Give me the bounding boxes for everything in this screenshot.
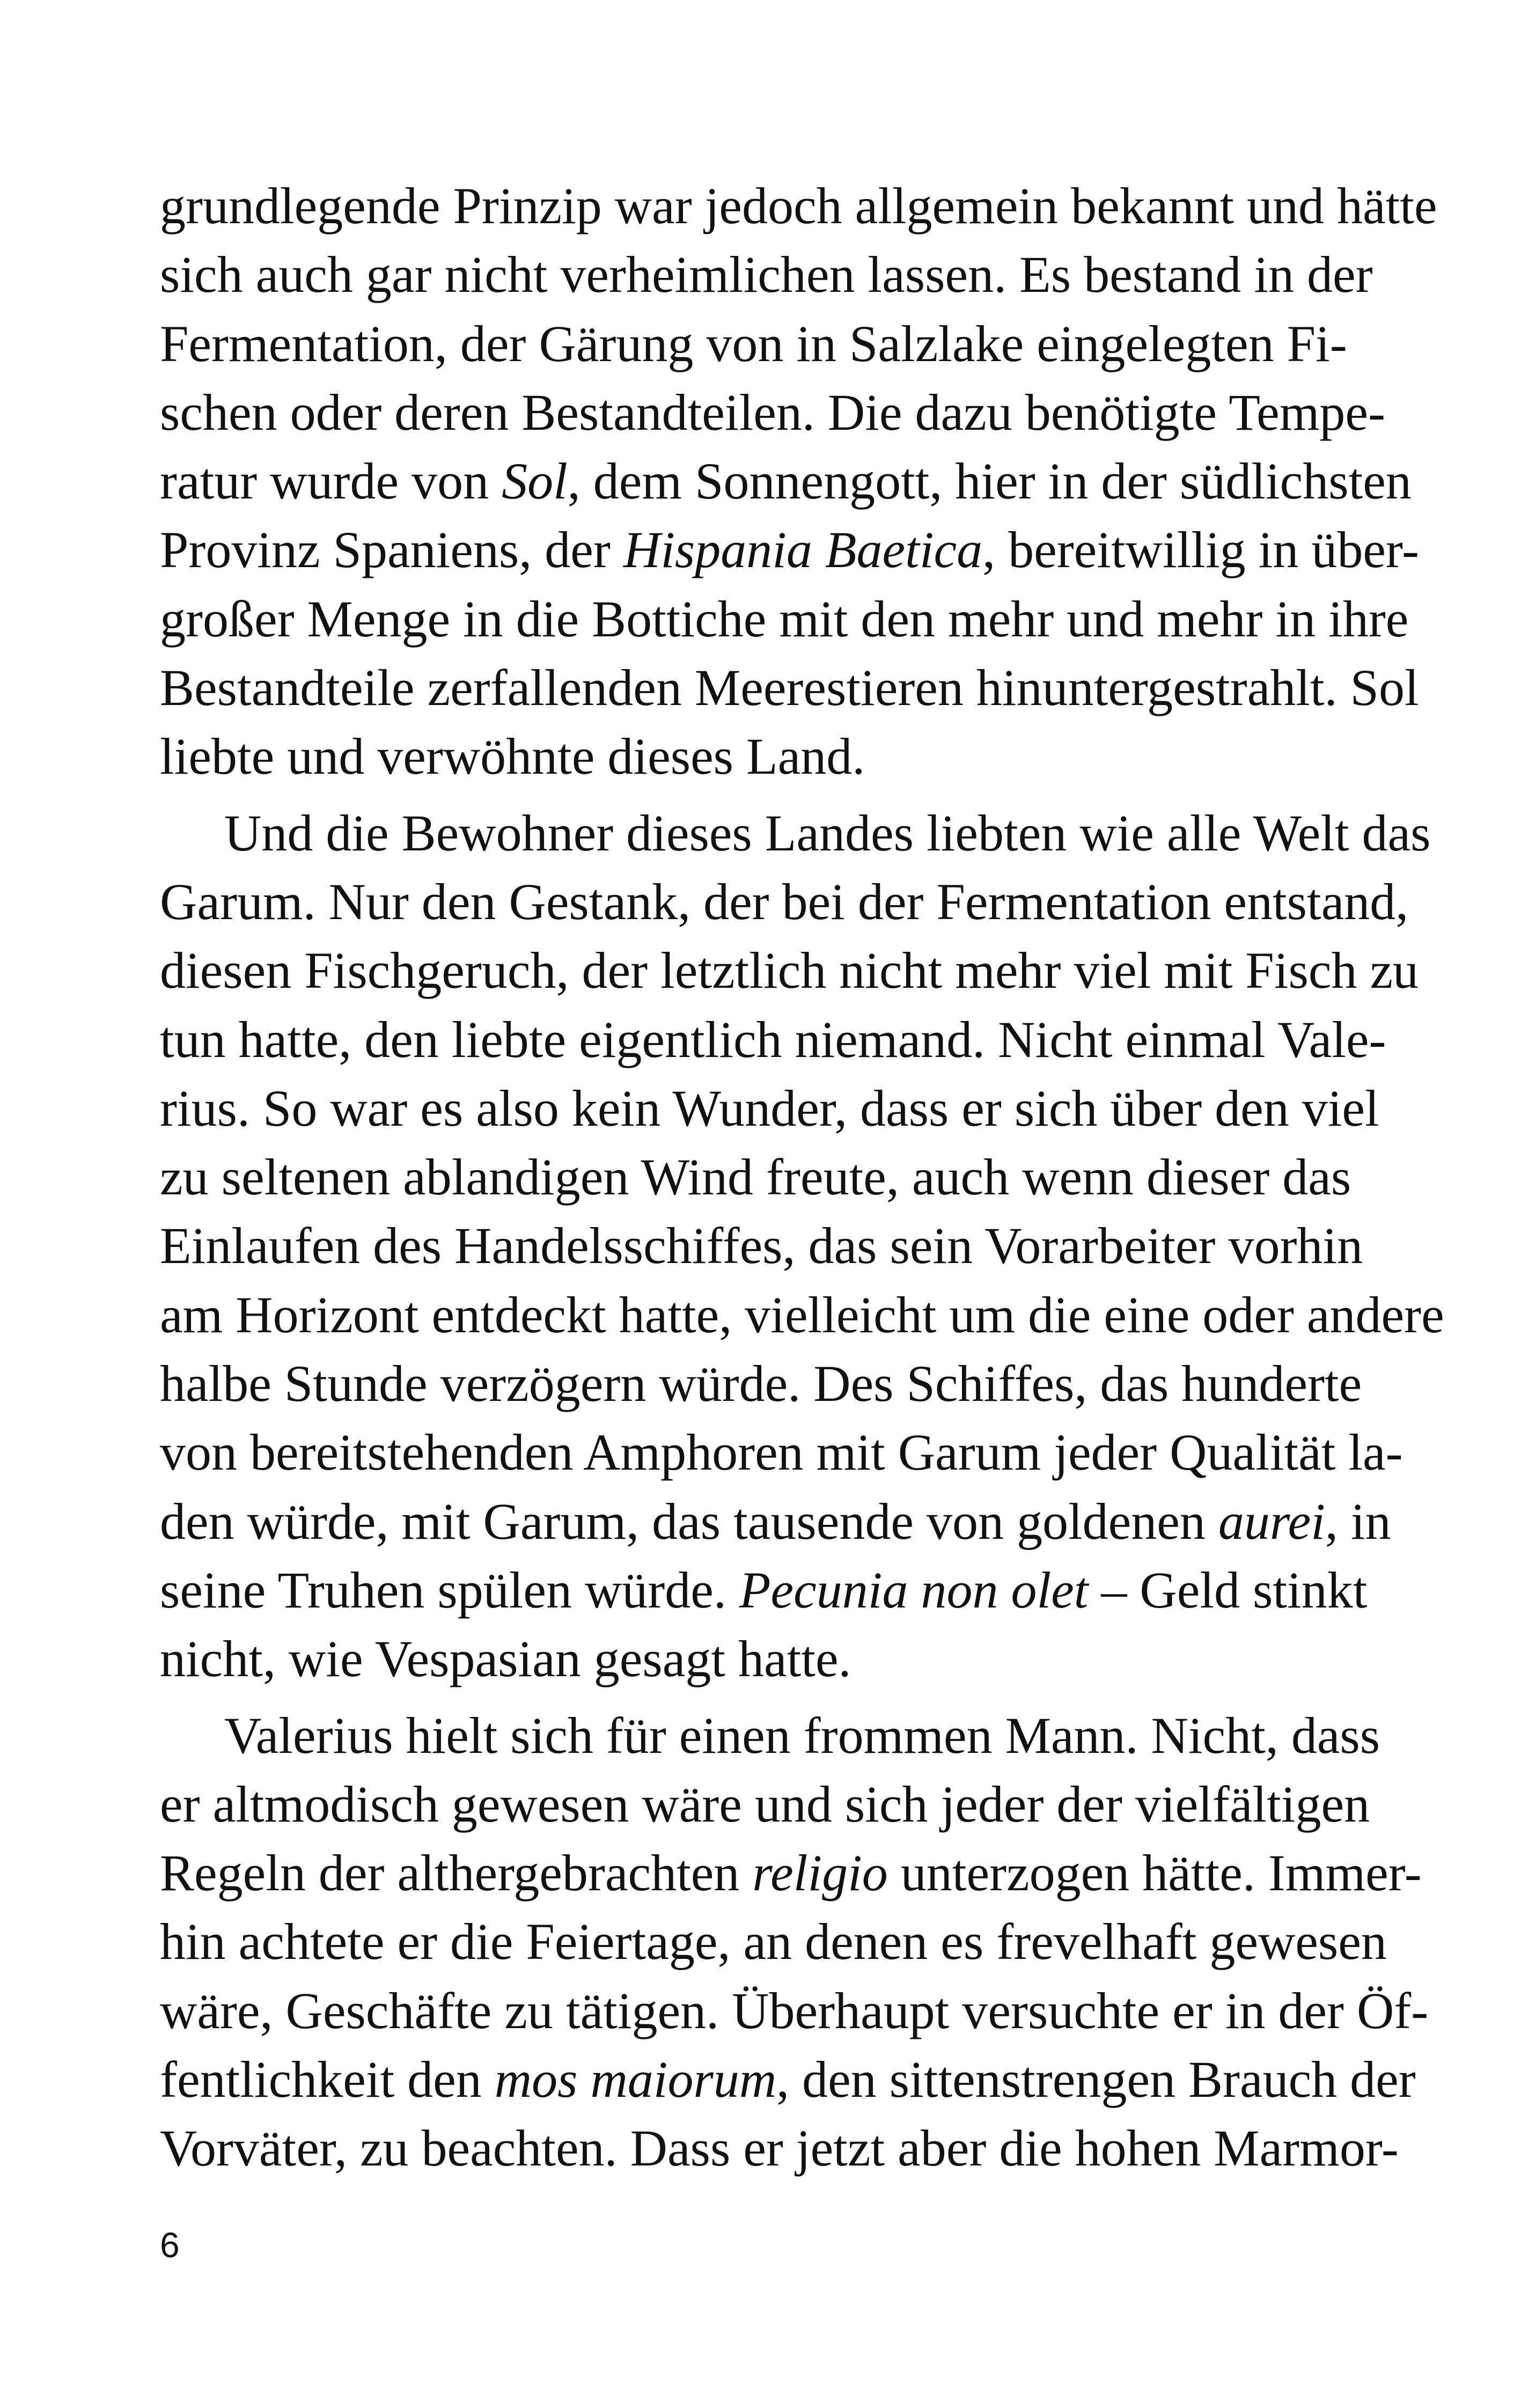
text-run: fentlichkeit den — [160, 2051, 495, 2109]
text-line — [160, 1625, 1360, 1693]
text-line — [160, 1907, 1387, 1976]
text-run: Garum. Nur den Gestank, der bei der Fermentation entstand, — [160, 872, 1409, 930]
text-line — [160, 1143, 1360, 1212]
text-run: halbe Stunde verzögern würde. Des Schiffes, das hunderte — [160, 1355, 1362, 1413]
text-line — [160, 1839, 1422, 1907]
text-line — [160, 172, 1437, 240]
text-run: Bestandteile zerfallenden Meerestieren hinuntergestrahlt. Sol — [160, 659, 1419, 717]
text-run: , in — [1325, 1492, 1391, 1550]
italic-term: religio — [752, 1844, 888, 1902]
text-run: rius. So war es also kein Wunder, dass er sich über den viel — [160, 1079, 1379, 1137]
text-line — [160, 1074, 1379, 1143]
text-line — [160, 1212, 1363, 1280]
text-run: – Geld stinkt — [1088, 1561, 1368, 1619]
text-run: diesen Fischgeruch, der letztlich nicht mehr viel mit Fisch zu — [160, 942, 1419, 1000]
text-line — [160, 2114, 1399, 2183]
text-run: grundlegende Prinzip war jedoch allgemein bekannt und hätte — [160, 177, 1437, 234]
text-line — [160, 1418, 1403, 1487]
text-run: sich auch gar nicht verheimlichen lassen. Es bestand in der — [160, 246, 1373, 304]
text-run: hin achtete er die Feiertage, an denen es frevelhaft gewesen — [160, 1913, 1387, 1971]
text-run: , dem Sonnengott, hier in der südlichsten — [567, 452, 1412, 510]
text-run: Provinz Spaniens, der — [160, 521, 623, 579]
text-line — [160, 2045, 1416, 2114]
text-run: er altmodisch gewesen wäre und sich jeder der vielfältigen — [160, 1775, 1370, 1833]
text-line — [160, 447, 1412, 516]
text-run: zu seltenen ablandigen Wind freute, auch wenn dieser das — [160, 1148, 1351, 1206]
paragraph — [160, 172, 1437, 791]
text-line — [160, 654, 1419, 722]
text-run: von bereitstehenden Amphoren mit Garum jeder Qualität la- — [160, 1423, 1403, 1481]
paragraph — [160, 799, 1444, 1694]
text-run: unterzogen hätte. Immer- — [887, 1844, 1422, 1902]
text-run: , den sittenstrengen Brauch der — [776, 2051, 1416, 2109]
text-line — [160, 378, 1385, 447]
text-line — [160, 516, 1419, 584]
text-run: nicht, wie Vespasian gesagt hatte. — [160, 1630, 851, 1688]
paragraph — [160, 1701, 1429, 2183]
italic-term: Hispania Baetica — [623, 521, 983, 579]
text-run: schen oder deren Bestandteilen. Die dazu benötigte Tempe- — [160, 383, 1385, 441]
text-run: ratur wurde von — [160, 452, 502, 510]
text-run: tun hatte, den liebte eigentlich niemand. Nicht einmal Vale- — [160, 1010, 1386, 1068]
text-run: den würde, mit Garum, das tausende von goldenen — [160, 1492, 1218, 1550]
text-run: großer Menge in die Bottiche mit den mehr und mehr in ihre — [160, 590, 1409, 648]
text-line — [160, 240, 1373, 309]
italic-term: Pecunia non olet — [739, 1561, 1089, 1619]
text-line — [160, 1487, 1391, 1556]
text-line — [160, 585, 1409, 654]
text-run: Vorväter, zu beachten. Dass er jetzt aber die hohen Marmor- — [160, 2119, 1399, 2177]
text-line — [160, 1701, 1380, 1770]
text-line — [160, 1556, 1368, 1625]
text-run: seine Truhen spülen würde. — [160, 1561, 739, 1619]
text-run: Einlaufen des Handelsschiffes, das sein Vorarbeiter vorhin — [160, 1217, 1363, 1275]
italic-term: aurei — [1218, 1492, 1325, 1550]
text-line — [160, 1281, 1444, 1349]
text-line — [160, 722, 1360, 791]
text-run: , bereitwillig in über- — [982, 521, 1419, 579]
text-line — [160, 868, 1409, 936]
text-run: Valerius hielt sich für einen frommen Mann. Nicht, dass — [224, 1706, 1380, 1764]
italic-term: mos maiorum — [494, 2051, 777, 2109]
text-run: liebte und verwöhnte dieses Land. — [160, 728, 865, 785]
text-line — [160, 1770, 1370, 1839]
body-text — [160, 172, 1444, 2183]
text-line — [160, 936, 1419, 1005]
text-line — [160, 1349, 1360, 1418]
page-number: 6 — [160, 2225, 180, 2265]
text-line — [160, 799, 1431, 868]
text-run: Fermentation, der Gärung von in Salzlake eingelegten Fi- — [160, 314, 1347, 372]
italic-term: Sol — [502, 452, 568, 510]
text-run: wäre, Geschäfte zu tätigen. Überhaupt versuchte er in der Öf- — [160, 1981, 1429, 2039]
paragraph-gap — [160, 1694, 1360, 1701]
text-line — [160, 1005, 1386, 1074]
text-line — [160, 310, 1360, 378]
paragraph-gap — [160, 791, 1360, 799]
text-run: Und die Bewohner dieses Landes liebten wie alle Welt das — [224, 804, 1431, 862]
text-run: am Horizont entdeckt hatte, vielleicht um die eine oder andere — [160, 1286, 1444, 1344]
text-line — [160, 1977, 1429, 2045]
text-run: Regeln der althergebrachten — [160, 1844, 753, 1902]
